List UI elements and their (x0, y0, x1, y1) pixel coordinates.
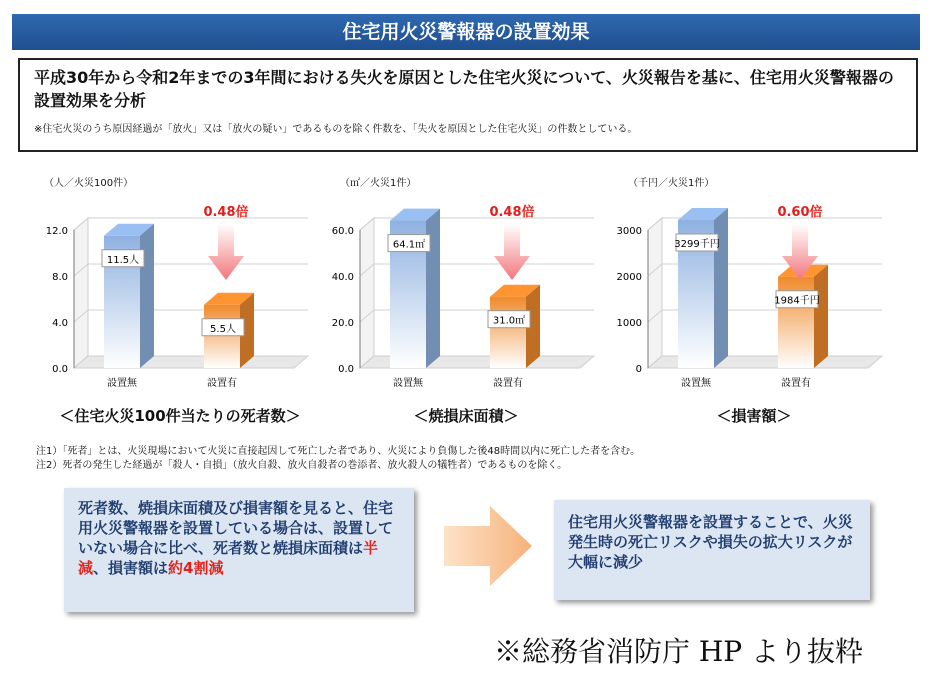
chart-2-unit: （㎡／火災1件） (340, 178, 417, 189)
chart-side-wall (360, 218, 374, 368)
bar-side (140, 224, 154, 368)
summary-box (64, 488, 414, 612)
y-tick-label: 20.0 (331, 318, 354, 329)
x-tick-label: 設置無 (107, 378, 137, 389)
result-box (554, 500, 870, 600)
value-label: 5.5人 (210, 323, 236, 335)
ratio-label: 0.48倍 (489, 205, 535, 220)
y-tick-label: 1000 (616, 318, 642, 329)
bar-with-alarm (204, 305, 240, 368)
intro-title: 平成30年から令和2年までの3年間における失火を原因とした住宅火災について、火災報告を基に、住宅用火災警報器の設置効果を分析 (34, 68, 894, 110)
summary-text-2: 、損害額は (93, 559, 169, 577)
chart-3-caption: ＜損害額＞ (716, 407, 792, 425)
chart-side-wall (74, 218, 88, 368)
chart-1-unit: （人／火災100件） (44, 178, 134, 189)
value-label: 64.1㎡ (392, 239, 426, 251)
chart-1-deaths (30, 190, 320, 400)
page-title: 住宅用火災警報器の設置効果 (342, 21, 590, 43)
source-credit: ※総務省消防庁 HP より抜粋 (493, 635, 863, 668)
chart-side-wall (648, 218, 662, 368)
summary-text-1: 死者数、焼損床面積及び損害額を見ると、住宅用火災警報器を設置している場合は、設置していない場合に比べ、死者数と焼損床面積は (78, 499, 394, 557)
y-tick-label: 0.0 (52, 364, 68, 375)
x-tick-label: 設置有 (207, 378, 237, 389)
value-label: 3299千円 (674, 239, 720, 250)
value-label: 31.0㎡ (492, 315, 526, 327)
bar-side (814, 265, 828, 368)
ratio-label: 0.60倍 (777, 205, 823, 220)
y-tick-label: 0.0 (338, 364, 354, 375)
chart-1-caption: ＜住宅火災100件当たりの死者数＞ (59, 407, 301, 425)
bar-with-alarm (490, 297, 526, 368)
right-arrow-icon (444, 506, 534, 586)
chart-2-burned-area (316, 190, 606, 400)
footnote-2: 注2）死者の発生した経過が「殺人・自損」（放火自殺、放火自殺者の巻添者、放火殺人の犠牲者）であるものを除く。 (36, 460, 568, 471)
chart-3-damage (604, 190, 894, 400)
footnotes (36, 445, 640, 473)
down-arrow-icon (494, 224, 530, 280)
bar-side (714, 208, 728, 368)
chart-3-unit: （千円／火災1件） (628, 178, 715, 189)
x-tick-label: 設置有 (781, 378, 811, 389)
y-tick-label: 40.0 (331, 272, 354, 283)
y-tick-label: 2000 (616, 272, 642, 283)
y-tick-label: 4.0 (52, 318, 68, 329)
y-tick-label: 3000 (616, 226, 642, 237)
summary-highlight-half: 半減 (78, 539, 379, 577)
y-tick-label: 8.0 (52, 272, 68, 283)
value-label: 1984千円 (774, 295, 820, 307)
result-text: 住宅用火災警報器を設置することで、火災発生時の死亡リスクや損失の拡大リスクが大幅に減少 (568, 513, 853, 571)
down-arrow-icon (208, 224, 244, 280)
y-tick-label: 12.0 (45, 226, 68, 237)
chart-2-caption: ＜焼損床面積＞ (413, 407, 519, 425)
intro-box (18, 58, 918, 152)
x-tick-label: 設置無 (393, 378, 423, 389)
summary-highlight-40pct: 約4割減 (168, 559, 224, 577)
footnote-1: 注1）「死者」とは、火災現場において火災に直接起因して死亡した者であり、火災により負傷した後48時間以内に死亡した者を含む。 (36, 446, 641, 457)
ratio-label: 0.48倍 (203, 205, 249, 220)
bar-side (426, 209, 440, 368)
x-tick-label: 設置有 (493, 378, 523, 389)
y-tick-label: 60.0 (331, 226, 354, 237)
y-tick-label: 0 (635, 364, 642, 375)
page-banner (12, 14, 920, 50)
x-tick-label: 設置無 (681, 378, 711, 389)
value-label: 11.5人 (106, 254, 140, 266)
intro-note: ※住宅火災のうち原因経過が「放火」又は「放火の疑い」であるものを除く件数を、「失火を原因とした住宅火災」の件数としている。 (34, 124, 638, 135)
